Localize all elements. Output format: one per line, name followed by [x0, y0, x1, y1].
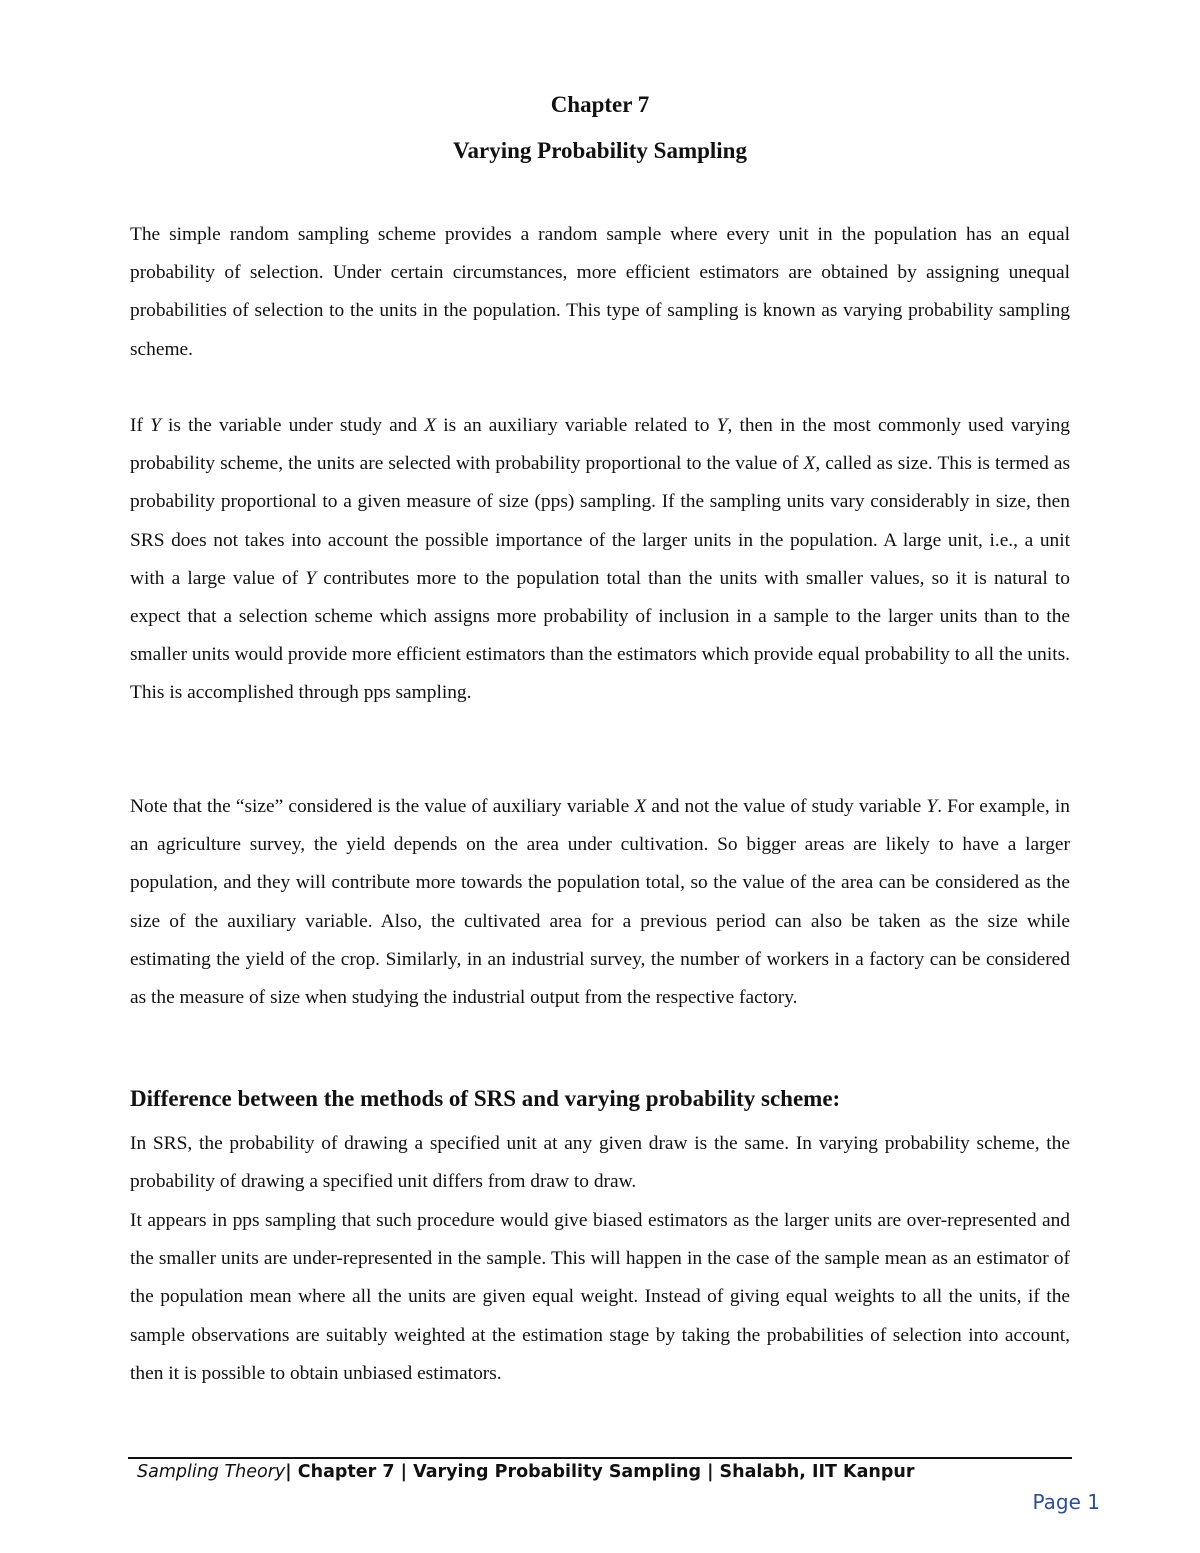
bias-paragraph: It appears in pps sampling that such procedure would give biased estimators as the larger units are over-represented and the smaller units are under-represented in the sample. This will happen in the case of the sample mean as an estimator of the population mean where all the units are given equal weight. Instead of giving equal weights to all the units, if the sample observations are suitably weighted at the estimation stage by taking the probabilities of selection into account, then it is possible to obtain unbiased estimators.	[130, 1210, 1070, 1384]
variable-x: X	[803, 453, 816, 475]
text-run: Note that the “size” considered is the value of auxiliary variable	[130, 796, 635, 817]
text-run: , then in the most commonly used varying probability scheme, the units are selected with probability proportional to the value of	[130, 415, 1070, 475]
footer-book-title: Sampling Theory	[137, 1462, 286, 1482]
chapter-title: Varying Probability Sampling	[453, 138, 747, 163]
text-run: is an auxiliary variable related to	[436, 415, 717, 436]
variable-y: Y	[716, 415, 728, 436]
variable-x: X	[634, 796, 647, 817]
text-run: If	[130, 415, 151, 436]
pps-paragraph	[130, 407, 1070, 713]
intro-paragraph: The simple random sampling scheme provides a random sample where every unit in the population has an equal probability of selection. Under certain circumstances, more efficient estimators are obtained by assigning unequal probabilities of selection to the units in the population. This type of sampling is known as varying probability sampling scheme.	[130, 224, 1070, 360]
text-run: , called as size. This is termed as probability proportional to a given measure of size (pps) sampling. If the sampling units vary considerably in size, then SRS does not takes into account the possible importance of the larger units in the population. A large unit, i.e., a unit with a large value of	[130, 453, 1070, 589]
variable-y: Y	[305, 567, 317, 589]
chapter-number: Chapter 7	[550, 92, 650, 117]
page-number: Page 1	[1032, 1490, 1100, 1514]
section-heading: Difference between the methods of SRS and varying probability scheme:	[130, 1086, 841, 1111]
text-run: and not the value of study variable	[646, 796, 927, 817]
srs-difference-paragraph: In SRS, the probability of drawing a specified unit at any given draw is the same. In varying probability scheme, the probability of drawing a specified unit differs from draw to draw.	[130, 1133, 1070, 1193]
footer-chapter-info: | Chapter 7 | Varying Probability Sampling | Shalabh, IIT Kanpur	[285, 1462, 915, 1482]
variable-x: X	[424, 415, 437, 436]
footer-divider	[128, 1457, 1072, 1459]
size-note-paragraph	[130, 788, 1070, 1017]
text-run: contributes more to the population total than the units with smaller values, so it is natural to expect that a selection scheme which assigns more probability of inclusion in a sample to the larger units than to the smaller units would provide more efficient estimators than the estimators which provide equal probability to all the units. This is accomplished through pps sampling.	[130, 567, 1070, 704]
variable-y: Y	[926, 796, 938, 817]
variable-y: Y	[150, 415, 161, 436]
text-run: is the variable under study and	[160, 415, 425, 436]
running-footer	[137, 1462, 914, 1482]
text-run: . For example, in an agriculture survey, the yield depends on the area under cultivation. So bigger areas are likely to have a larger population, and they will contribute more towards the population total, so the value of the area can be considered as the size of the auxiliary variable. Also, the cultivated area for a previous period can also be taken as the size while estimating the yield of the crop. Similarly, in an industrial survey, the number of workers in a factory can be considered as the measure of size when studying the industrial output from the respective factory.	[130, 796, 1070, 1009]
